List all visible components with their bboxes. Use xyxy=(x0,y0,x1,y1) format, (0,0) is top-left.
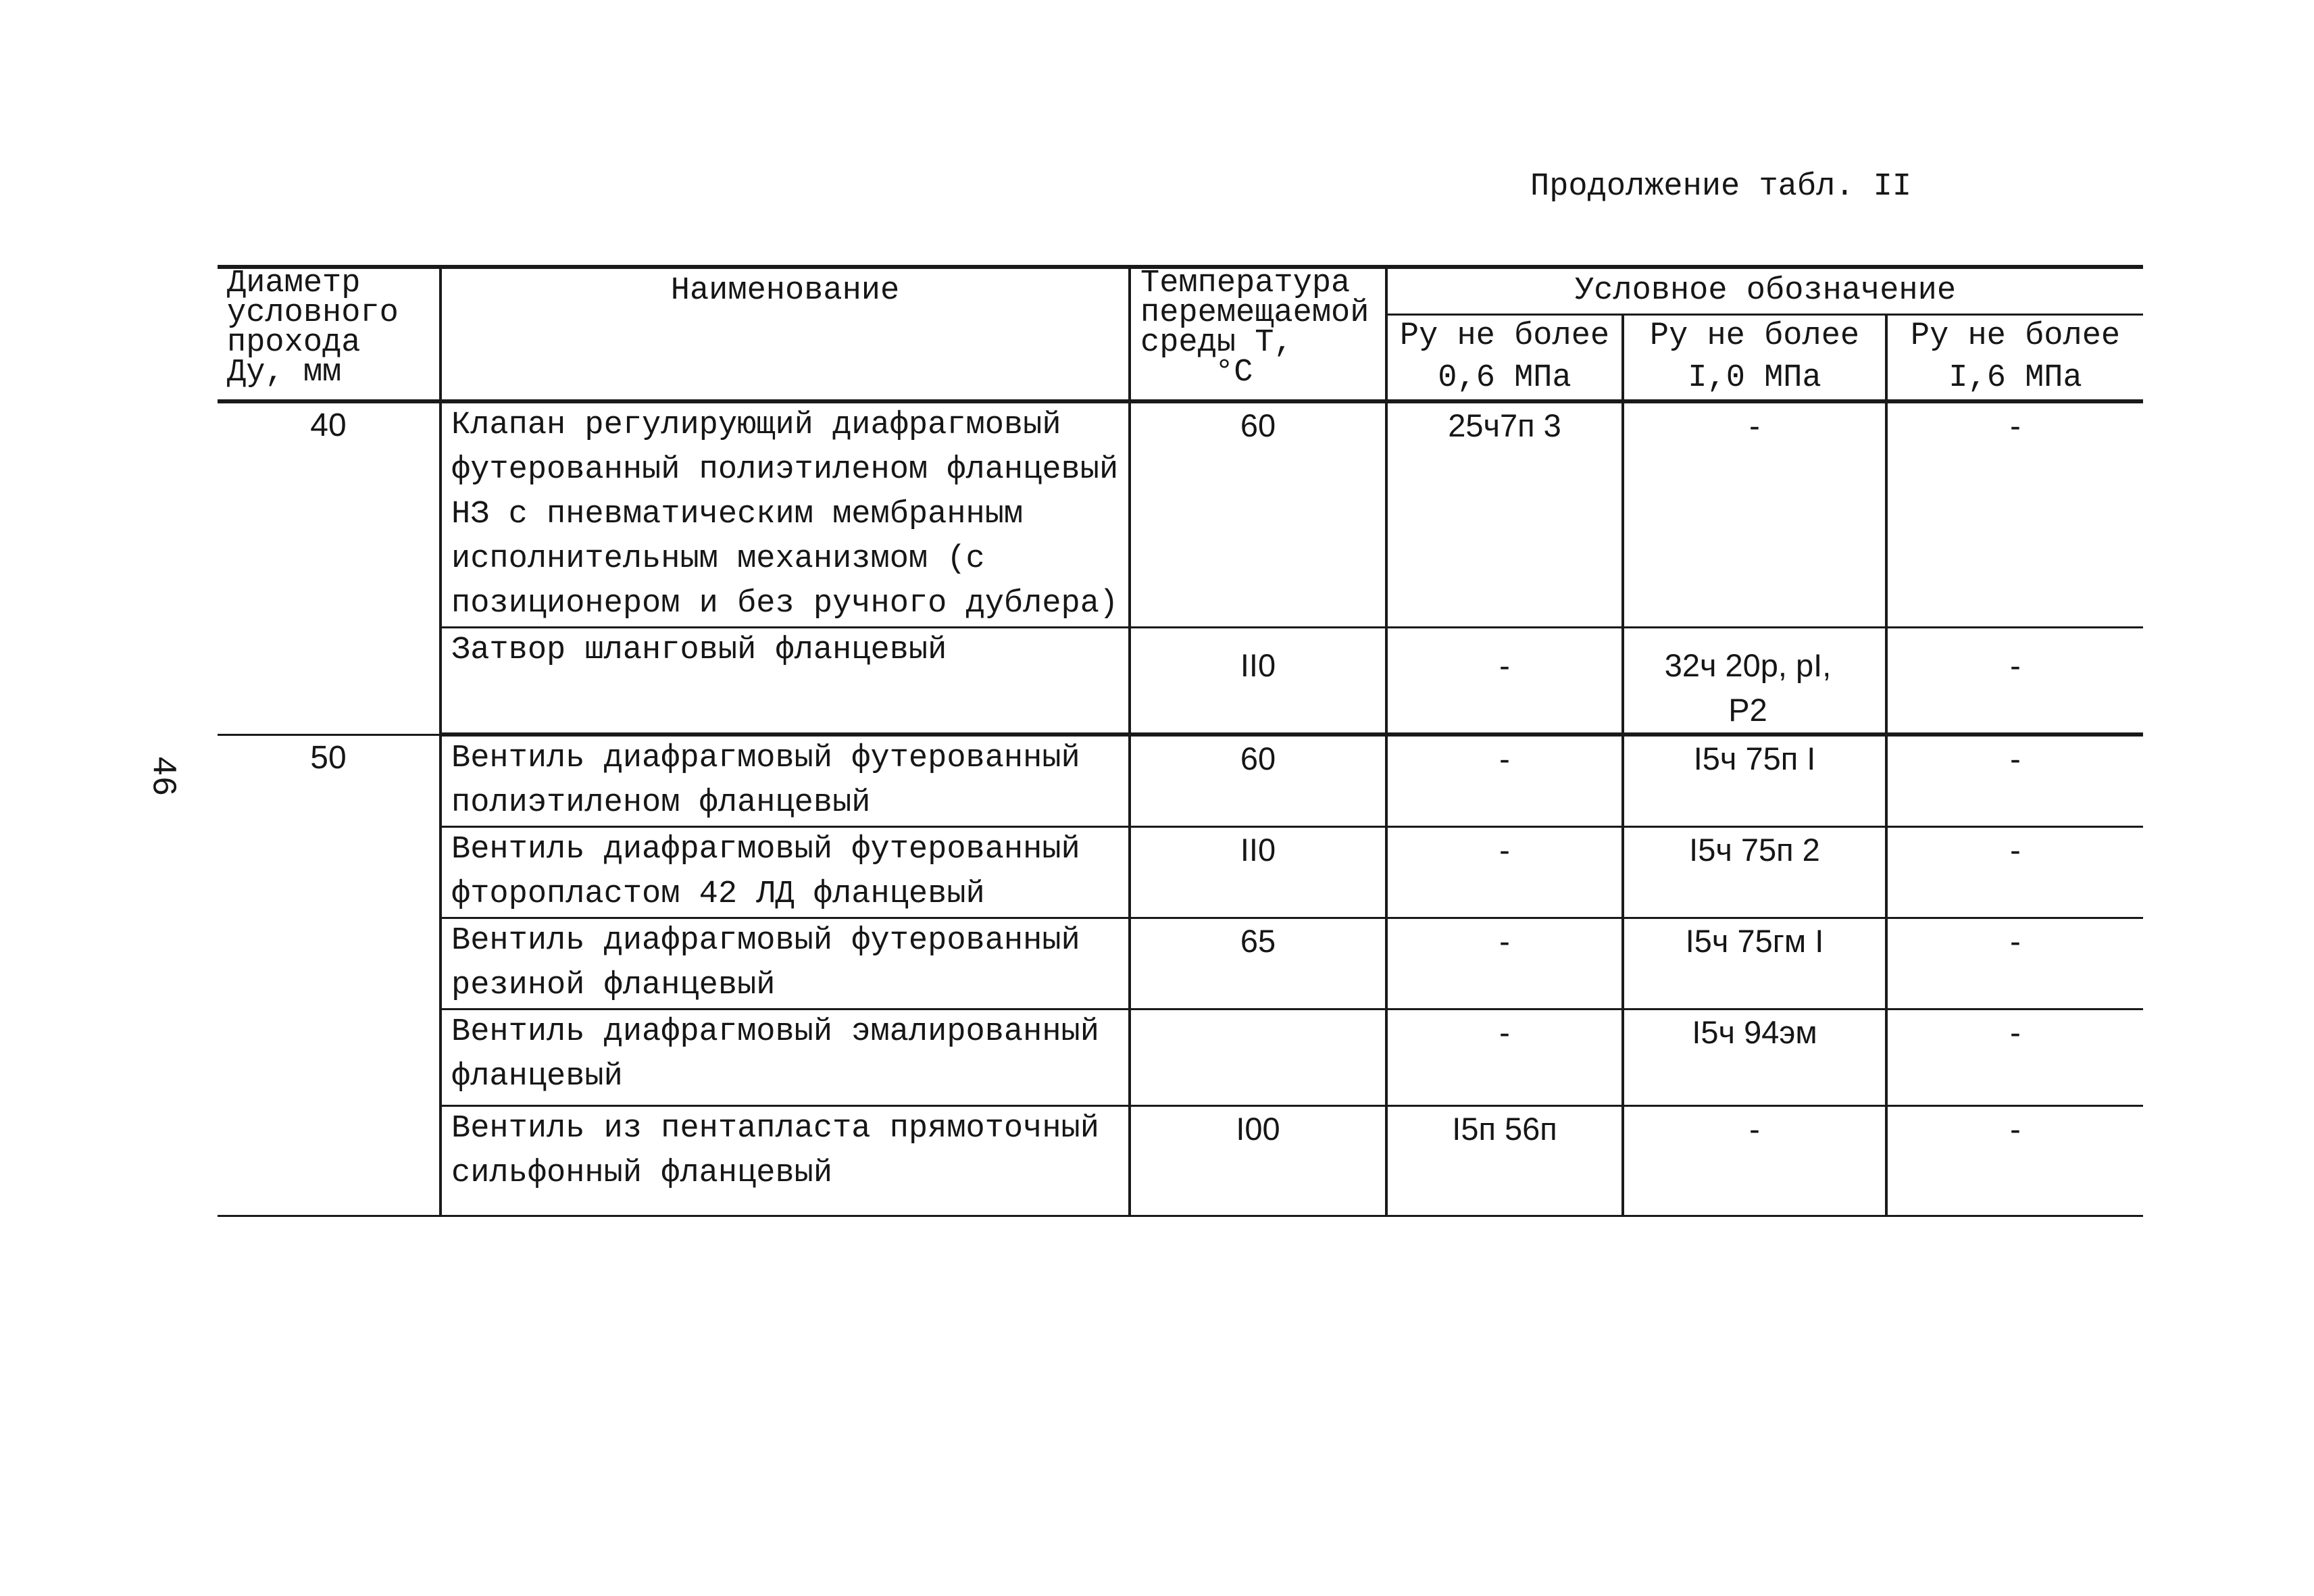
table-row xyxy=(218,628,2143,735)
py-10-cell: I5ч 75п 2 xyxy=(1623,827,1886,918)
header-py-16-line: Ру не более xyxy=(1910,318,2121,354)
name-cell: Вентиль диафрагмовый эмалированный фланцевый xyxy=(441,1009,1130,1106)
header-temperature-line: среды Т, xyxy=(1140,325,1293,361)
py-10-cell: I5ч 75п I xyxy=(1623,734,1886,827)
header-designation: Условное обозначение xyxy=(1386,267,2143,315)
py-06-cell: - xyxy=(1386,1009,1623,1106)
py-16-cell: - xyxy=(1886,1106,2143,1216)
header-diameter-line: Ду, мм xyxy=(227,355,342,391)
header-temperature xyxy=(1130,267,1386,401)
table-row xyxy=(218,1106,2143,1216)
temperature-cell xyxy=(1130,1009,1386,1106)
py-10-cell: 32ч 20р, рI, Р2 xyxy=(1623,628,1886,735)
py-10-cell: I5ч 94эм xyxy=(1623,1009,1886,1106)
header-diameter-line: условного xyxy=(227,295,399,331)
name-cell: Затвор шланговый фланцевый xyxy=(441,628,1130,735)
header-temperature-unit: °С xyxy=(1215,355,1253,391)
name-cell: Вентиль диафрагмовый футерованный фторопластом 42 ЛД фланцевый xyxy=(441,827,1130,918)
name-cell: Клапан регулирующий диафрагмовый футерованный полиэтиленом фланцевый НЗ с пневматическим мембранным исполнительным механизмом (с позиционером и без ручного дублера) xyxy=(441,401,1130,628)
temperature-cell: I00 xyxy=(1130,1106,1386,1216)
py-06-cell: - xyxy=(1386,628,1623,735)
header-py-10 xyxy=(1623,315,1886,402)
py-06-cell: - xyxy=(1386,827,1623,918)
py-10-cell: - xyxy=(1623,1106,1886,1216)
py-16-cell: - xyxy=(1886,628,2143,735)
header-row xyxy=(218,267,2143,315)
diameter-cell: 40 xyxy=(218,401,441,734)
py-10-cell: I5ч 75гм I xyxy=(1623,918,1886,1009)
py-06-cell: 25ч7п 3 xyxy=(1386,401,1623,628)
header-diameter-line: Диаметр xyxy=(227,266,361,301)
py-06-cell: I5п 56п xyxy=(1386,1106,1623,1216)
header-diameter-line: прохода xyxy=(227,325,361,361)
py-16-cell: - xyxy=(1886,1009,2143,1106)
name-cell: Вентиль диафрагмовый футерованный резиной фланцевый xyxy=(441,918,1130,1009)
table-row xyxy=(218,1009,2143,1106)
py-06-cell: - xyxy=(1386,734,1623,827)
header-name: Наименование xyxy=(441,267,1130,401)
header-temperature-line: перемещаемой xyxy=(1140,295,1369,331)
table-row xyxy=(218,827,2143,918)
header-diameter xyxy=(218,267,441,401)
temperature-cell: 60 xyxy=(1130,734,1386,827)
py-10-cell: - xyxy=(1623,401,1886,628)
temperature-cell: 60 xyxy=(1130,401,1386,628)
header-py-06-line: 0,6 МПа xyxy=(1438,360,1571,396)
py-06-cell: - xyxy=(1386,918,1623,1009)
name-cell: Вентиль из пентапласта прямоточный сильфонный фланцевый xyxy=(441,1106,1130,1216)
name-cell: Вентиль диафрагмовый футерованный полиэтиленом фланцевый xyxy=(441,734,1130,827)
diameter-cell: 50 xyxy=(218,734,441,1216)
header-py-06-line: Ру не более xyxy=(1399,318,1610,354)
page-number: 46 xyxy=(143,755,182,797)
header-py-16-line: I,6 МПа xyxy=(1948,360,2082,396)
header-py-16 xyxy=(1886,315,2143,402)
temperature-cell: 65 xyxy=(1130,918,1386,1009)
table-row xyxy=(218,918,2143,1009)
py-16-cell: - xyxy=(1886,918,2143,1009)
py-16-cell: - xyxy=(1886,827,2143,918)
valve-spec-table xyxy=(218,265,2143,1217)
py-16-cell: - xyxy=(1886,401,2143,628)
header-temperature-line: Температура xyxy=(1140,266,1351,301)
header-py-10-line: Ру не более xyxy=(1649,318,1860,354)
header-py-10-line: I,0 МПа xyxy=(1688,360,1821,396)
temperature-cell: II0 xyxy=(1130,628,1386,735)
py-16-cell: - xyxy=(1886,734,2143,827)
temperature-cell: II0 xyxy=(1130,827,1386,918)
table-row xyxy=(218,401,2143,628)
table-row xyxy=(218,734,2143,827)
header-py-06 xyxy=(1386,315,1623,402)
table-continuation-caption: Продолжение табл. II xyxy=(1530,169,1912,205)
